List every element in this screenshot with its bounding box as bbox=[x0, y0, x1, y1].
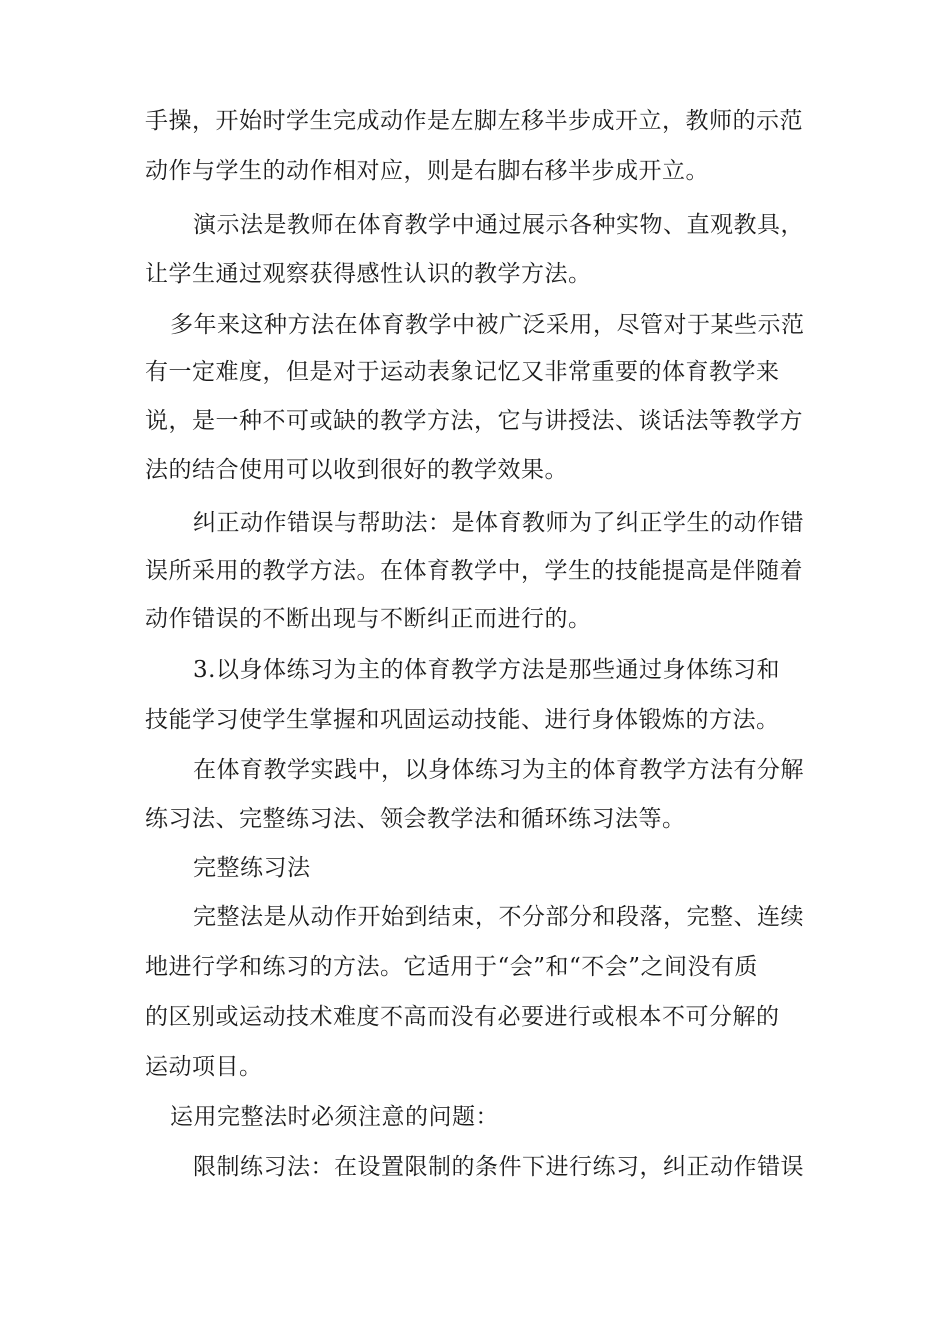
text-line: 法的结合使用可以收到很好的教学效果。 bbox=[145, 457, 568, 483]
text-line: 地进行学和练习的方法。它适用于“会”和“不会”之间没有质 bbox=[145, 954, 759, 980]
text-line: 运动项目。 bbox=[145, 1054, 263, 1080]
text-line: 纠正动作错误与帮助法：是体育教师为了纠正学生的动作错 bbox=[193, 510, 804, 536]
text-line: 多年来这种方法在体育教学中被广泛采用，尽管对于某些示范 bbox=[170, 312, 805, 338]
text-line: 在体育教学实践中，以身体练习为主的体育教学方法有分解 bbox=[193, 757, 804, 783]
text-line: 完整法是从动作开始到结束，不分部分和段落，完整、连续 bbox=[193, 904, 804, 930]
text-line: 说，是一种不可或缺的教学方法，它与讲授法、谈话法等教学方 bbox=[145, 408, 803, 434]
text-line: 动作与学生的动作相对应，则是右脚右移半步成开立。 bbox=[145, 158, 709, 184]
text-line: 有一定难度，但是对于运动表象记忆又非常重要的体育教学来 bbox=[145, 359, 780, 385]
text-line: 运用完整法时必须注意的问题： bbox=[170, 1104, 499, 1130]
text-line: 技能学习使学生掌握和巩固运动技能、进行身体锻炼的方法。 bbox=[145, 707, 780, 733]
text-line: 演示法是教师在体育教学中通过展示各种实物、直观教具， bbox=[193, 212, 804, 238]
text-line: 3.以身体练习为主的体育教学方法是那些通过身体练习和 bbox=[193, 657, 780, 683]
section-heading: 完整练习法 bbox=[193, 855, 311, 881]
text-line: 的区别或运动技术难度不高而没有必要进行或根本不可分解的 bbox=[145, 1004, 780, 1030]
text-line: 限制练习法：在设置限制的条件下进行练习，纠正动作错误 bbox=[193, 1154, 804, 1180]
text-line: 练习法、完整练习法、领会教学法和循环练习法等。 bbox=[145, 806, 686, 832]
text-line: 动作错误的不断出现与不断纠正而进行的。 bbox=[145, 606, 592, 632]
text-line: 让学生通过观察获得感性认识的教学方法。 bbox=[145, 261, 592, 287]
text-line: 误所采用的教学方法。在体育教学中，学生的技能提高是伴随着 bbox=[145, 558, 803, 584]
text-line: 手操，开始时学生完成动作是左脚左移半步成开立，教师的示范 bbox=[145, 108, 803, 134]
